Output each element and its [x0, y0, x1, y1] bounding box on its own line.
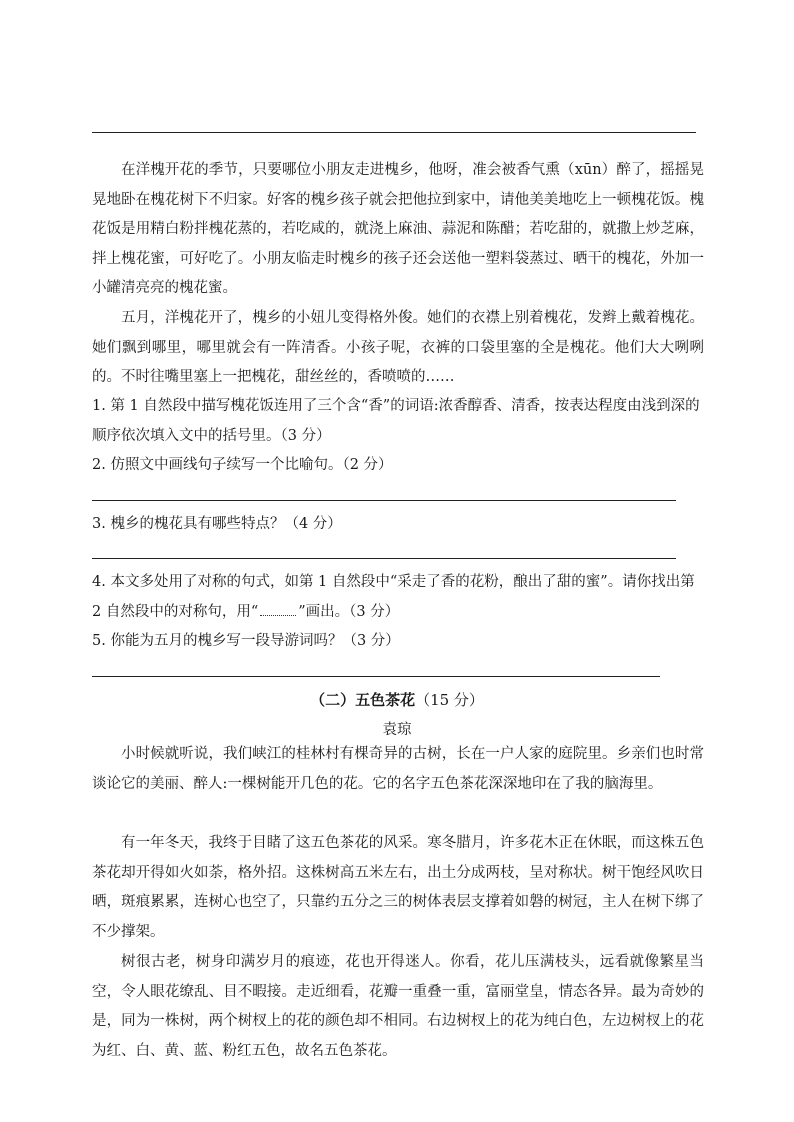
section2-title	[0, 689, 794, 710]
section2-paragraph-1: 小时候就听说，我们峡江的桂林村有棵奇异的古树，长在一户人家的庭院里。乡亲们也时常谈论它的美丽、醉人:一棵树能开几色的花。它的名字五色茶花深深地印在了我的脑海里。	[92, 746, 704, 792]
top-rule	[92, 132, 696, 133]
answer-line-q3[interactable]	[92, 558, 676, 559]
question-4	[92, 568, 704, 627]
answer-line-q2[interactable]	[92, 500, 676, 501]
section2-title-main: （二）五色茶花	[310, 691, 416, 709]
question-4-text-a: 4. 本文多处用了对称的句式，如第 1 自然段中“采走了香的花粉，酿出了甜的蜜”。请你找出第 2 自然段中的对称句，用“	[92, 574, 695, 620]
section2-author: 袁琼	[382, 722, 412, 738]
passage1-paragraph-1: 在洋槐开花的季节，只要哪位小朋友走进槐乡，他呀，准会被香气熏（xūn）醉了，摇摇晃晃地卧在槐花树下不归家。好客的槐乡孩子就会把他拉到家中，请他美美地吃上一顿槐花饭。槐花饭是用精白粉拌槐花蒸的，若吃咸的，就浇上麻油、蒜泥和陈醋；若吃甜的，就撒上炒芝麻，拌上槐花蜜，可好吃了。小朋友临走时槐乡的孩子还会送他一塑料袋蒸过、晒干的槐花，外加一小罐清亮亮的槐花蜜。	[92, 162, 704, 297]
wavy-underline-mark	[260, 607, 296, 616]
section2-title-score: （15 分）	[415, 691, 484, 709]
passage1-paragraph-2: 五月，洋槐花开了，槐乡的小妞儿变得格外俊。她们的衣襟上别着槐花，发辫上戴着槐花。她们飘到哪里，哪里就会有一阵清香。小孩子呢，衣裤的口袋里塞的全是槐花。他们大大咧咧的。不时往嘴里塞上一把槐花，甜丝丝的，香喷喷的……	[92, 310, 704, 386]
answer-line-q5[interactable]	[92, 676, 660, 677]
question-1: 1. 第 1 自然段中描写槐花饭连用了三个含“香”的词语:浓香醇香、清香，按表达程度由浅到深的顺序依次填入文中的括号里。（3 分）	[92, 398, 700, 444]
question-2: 2. 仿照文中画线句子续写一个比喻句。（2 分）	[92, 457, 393, 473]
section2-paragraph-2: 有一年冬天，我终于目睹了这五色茶花的风采。寒冬腊月，许多花木正在休眠，而这株五色茶花却开得如火如荼，格外招。这株树高五米左右，出土分成两枝，呈对称状。树干饱经风吹日晒，斑痕累累，连树心也空了，只靠约五分之三的树体表层支撑着如磐的树冠，主人在树下绑了不少撑架。	[92, 835, 704, 940]
section2-paragraph-3: 树很古老，树身印满岁月的痕迹，花也开得迷人。你看，花儿压满枝头，远看就像繁星当空，令人眼花缭乱、目不暇接。走近细看，花瓣一重叠一重，富丽堂皇，情态各异。最为奇妙的是，同为一株树，两个树杈上的花的颜色却不相同。右边树杈上的花为纯白色，左边树杈上的花为红、白、黄、蓝、粉红五色，故名五色茶花。	[92, 954, 704, 1059]
question-5: 5. 你能为五月的槐乡写一段导游词吗？（3 分）	[92, 633, 400, 649]
question-4-text-b: ”画出。（3 分）	[298, 603, 400, 620]
question-3: 3. 槐乡的槐花具有哪些特点？（4 分）	[92, 516, 342, 532]
